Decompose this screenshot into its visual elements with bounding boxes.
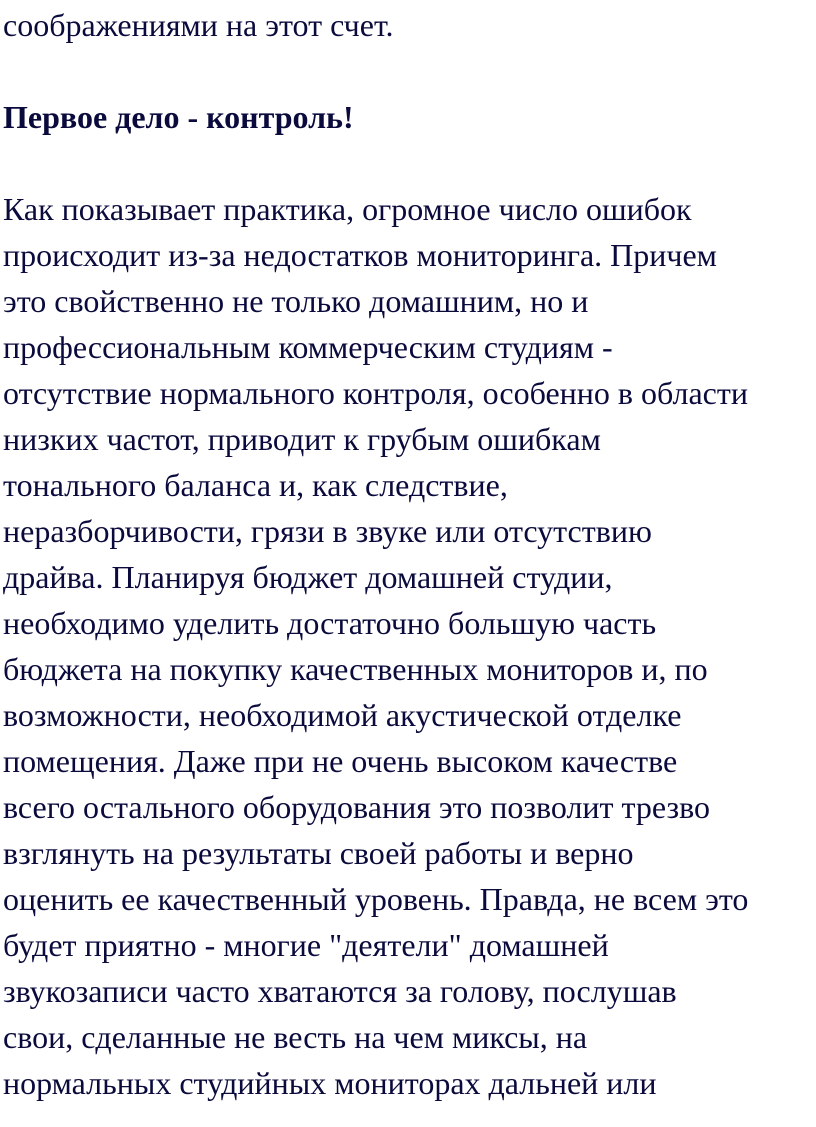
paragraph-line: отсутствие нормального контроля, особенно в области bbox=[3, 375, 748, 411]
paragraph-line: оценить ее качественный уровень. Правда, не всем это bbox=[3, 881, 749, 917]
paragraph-line: драйва. Планируя бюджет домашней студии, bbox=[3, 559, 613, 595]
section-heading: Первое дело - контроль! bbox=[3, 99, 354, 135]
paragraph-line: нормальных студийных мониторах дальней или bbox=[3, 1065, 657, 1101]
paragraph-line: будет приятно - многие "деятели" домашней bbox=[3, 927, 609, 963]
paragraph-line: профессиональным коммерческим студиям - bbox=[3, 329, 613, 365]
paragraph-line: возможности, необходимой акустической отделке bbox=[3, 697, 682, 733]
paragraph-line: тонального баланса и, как следствие, bbox=[3, 467, 508, 503]
paragraph-line: звукозаписи часто хватаются за голову, послушав bbox=[3, 973, 677, 1009]
paragraph-line: низких частот, приводит к грубым ошибкам bbox=[3, 421, 601, 457]
paragraph-line: это свойственно не только домашним, но и bbox=[3, 283, 589, 319]
paragraph-line: помещения. Даже при не очень высоком качестве bbox=[3, 743, 678, 779]
paragraph-line: происходит из-за недостатков мониторинга. Причем bbox=[3, 237, 717, 273]
paragraph-line: бюджета на покупку качественных мониторов и, по bbox=[3, 651, 708, 687]
paragraph-line: необходимо уделить достаточно большую часть bbox=[3, 605, 657, 641]
paragraph-line: неразборчивости, грязи в звуке или отсутствию bbox=[3, 513, 652, 549]
paragraph-line: свои, сделанные не весть на чем миксы, на bbox=[3, 1019, 588, 1055]
paragraph-line: всего остального оборудования это позволит трезво bbox=[3, 789, 711, 825]
paragraph-line: Как показывает практика, огромное число ошибок bbox=[3, 191, 692, 227]
paragraph-line: взглянуть на результаты своей работы и верно bbox=[3, 835, 634, 871]
intro-line: соображениями на этот счет. bbox=[3, 7, 394, 43]
